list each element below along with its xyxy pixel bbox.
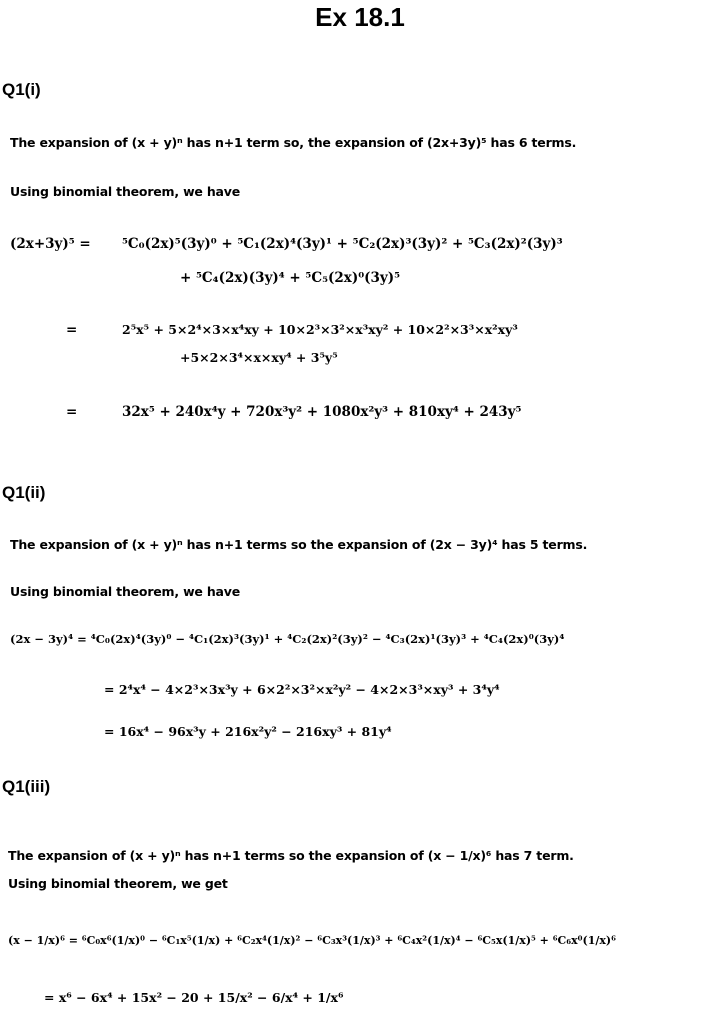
expansion-step-2-2: = 2⁴x⁴ − 4×2³×3x³y + 6×2²×3²×x²y² − 4×2×3³×xy³ + 3⁴y⁴	[104, 682, 500, 697]
expansion-step-1b: + ⁵C₄(2x)(3y)⁴ + ⁵C₅(2x)⁰(3y)⁵	[180, 270, 401, 286]
question-heading-2: Q1(ii)	[2, 483, 46, 502]
question-heading-1: Q1(i)	[2, 80, 41, 99]
page-title: Ex 18.1	[315, 2, 405, 32]
question-statement-3: The expansion of (x + y)ⁿ has n+1 terms so the expansion of (x − 1/x)⁶ has 7 term.	[8, 848, 574, 863]
expansion-step-3-1: (x − 1/x)⁶ = ⁶C₀x⁶(1/x)⁰ − ⁶C₁x⁵(1/x) + ⁶C₂x⁴(1/x)² − ⁶C₃x³(1/x)³ + ⁶C₄x²(1/x)⁴ − ⁶C₅x(1/x)⁵ + ⁶C₆x⁰(1/x)⁶	[8, 934, 616, 947]
expansion-step-1a: ⁵C₀(2x)⁵(3y)⁰ + ⁵C₁(2x)⁴(3y)¹ + ⁵C₂(2x)³(3y)² + ⁵C₃(2x)²(3y)³	[122, 236, 563, 252]
equation-lhs-1: (2x+3y)⁵ =	[10, 236, 91, 252]
expansion-result-3: = x⁶ − 6x⁴ + 15x² − 20 + 15/x² − 6/x⁴ + 1/x⁶	[44, 990, 344, 1005]
method-text-3: Using binomial theorem, we get	[8, 876, 228, 891]
expansion-result-2: = 16x⁴ − 96x³y + 216x²y² − 216xy³ + 81y⁴	[104, 724, 392, 739]
equals-sign-1: =	[66, 322, 78, 338]
method-text-2: Using binomial theorem, we have	[10, 584, 241, 599]
question-statement-2: The expansion of (x + y)ⁿ has n+1 terms so the expansion of (2x − 3y)⁴ has 5 terms.	[10, 537, 588, 552]
equals-sign-2: =	[66, 404, 78, 420]
question-statement-1: The expansion of (x + y)ⁿ has n+1 term so, the expansion of (2x+3y)⁵ has 6 terms.	[10, 135, 577, 150]
question-heading-3: Q1(iii)	[2, 777, 51, 796]
expansion-step-2b: +5×2×3⁴×x×xy⁴ + 3⁵y⁵	[180, 350, 338, 365]
expansion-step-2a: 2⁵x⁵ + 5×2⁴×3×x⁴xy + 10×2³×3²×x³xy² + 10×2²×3³×x²xy³	[122, 322, 518, 337]
method-text-1: Using binomial theorem, we have	[10, 184, 241, 199]
expansion-result-1: 32x⁵ + 240x⁴y + 720x³y² + 1080x²y³ + 810xy⁴ + 243y⁵	[122, 404, 522, 420]
expansion-step-2-1: (2x − 3y)⁴ = ⁴C₀(2x)⁴(3y)⁰ − ⁴C₁(2x)³(3y)¹ + ⁴C₂(2x)²(3y)² − ⁴C₃(2x)¹(3y)³ + ⁴C₄(2x)⁰(3y)⁴	[10, 632, 565, 646]
